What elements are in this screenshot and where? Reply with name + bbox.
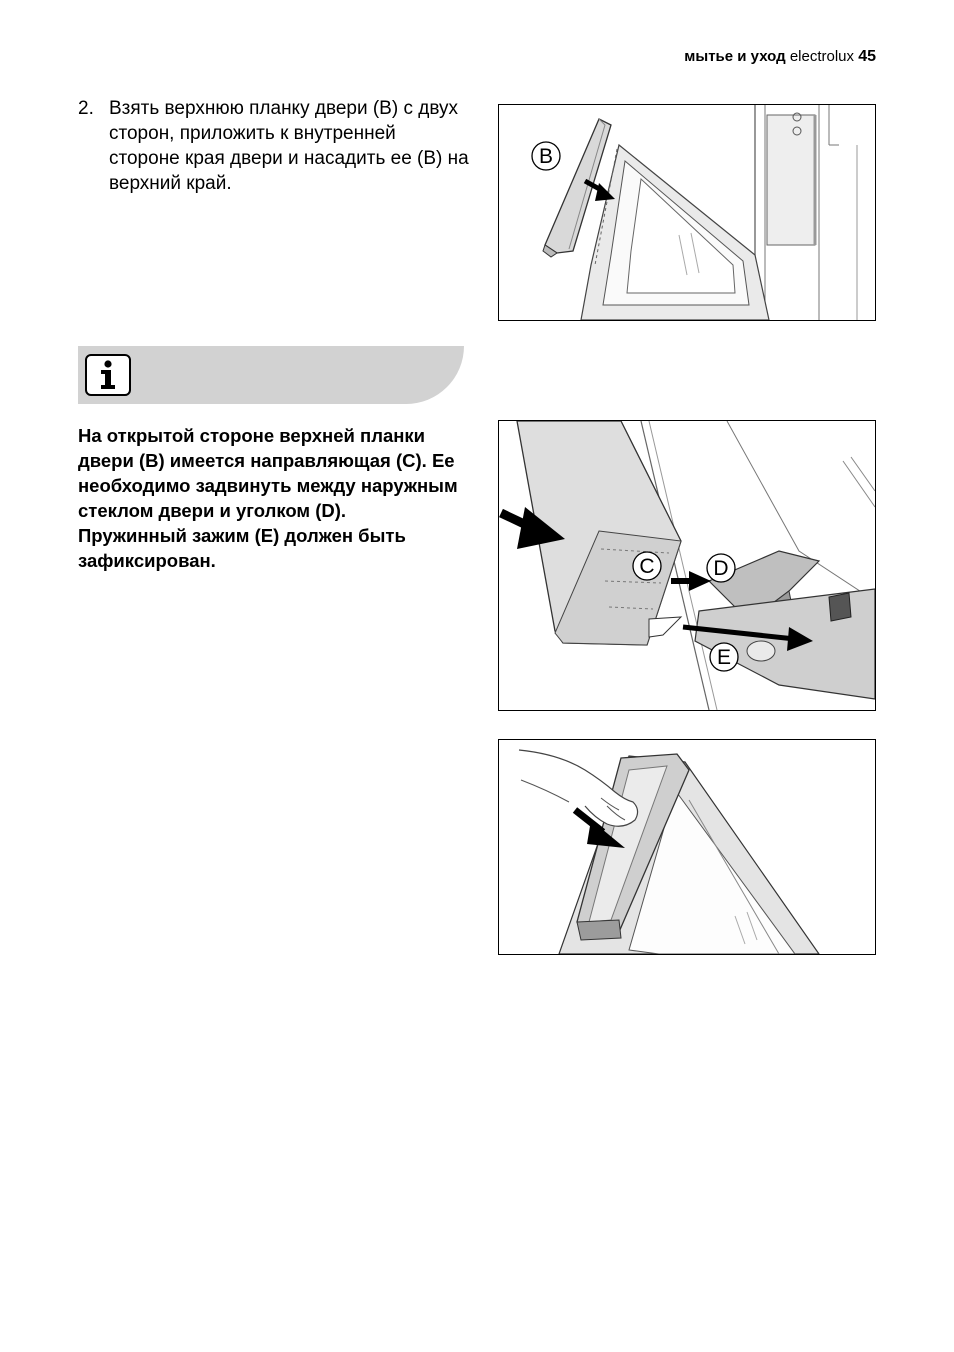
header-section: мытье и уход [684, 48, 786, 65]
label-d: D [713, 557, 729, 580]
figure-press-strip [498, 739, 876, 955]
label-e: E [716, 646, 732, 669]
note-paragraph-1: На открытой стороне верхней планки двери (B) имеется направляющая (C). Ее необходимо задвинуть между наружным стеклом двери и уголком (D). [78, 425, 458, 521]
note-paragraph-2: Пружинный зажим (E) должен быть зафиксирован. [78, 525, 406, 571]
step-number: 2. [78, 98, 94, 119]
info-banner [78, 346, 464, 404]
figure-1-illustration [499, 105, 875, 320]
figure-2-illustration [499, 421, 875, 710]
figure-guide-detail [498, 420, 876, 711]
info-note [78, 423, 468, 573]
info-icon [85, 354, 131, 396]
header-brand: electrolux [789, 48, 855, 65]
label-b: B [538, 145, 554, 168]
page-header [684, 48, 876, 66]
figure-fit-door-strip [498, 104, 876, 321]
step-text: Взять верхнюю планку двери (B) с двух сторон, приложить к внутренней стороне края двери и насадить ее (B) на верхний край. [109, 98, 469, 194]
figure-3-illustration [499, 740, 875, 954]
page-number: 45 [858, 48, 876, 65]
label-c: C [639, 555, 655, 578]
